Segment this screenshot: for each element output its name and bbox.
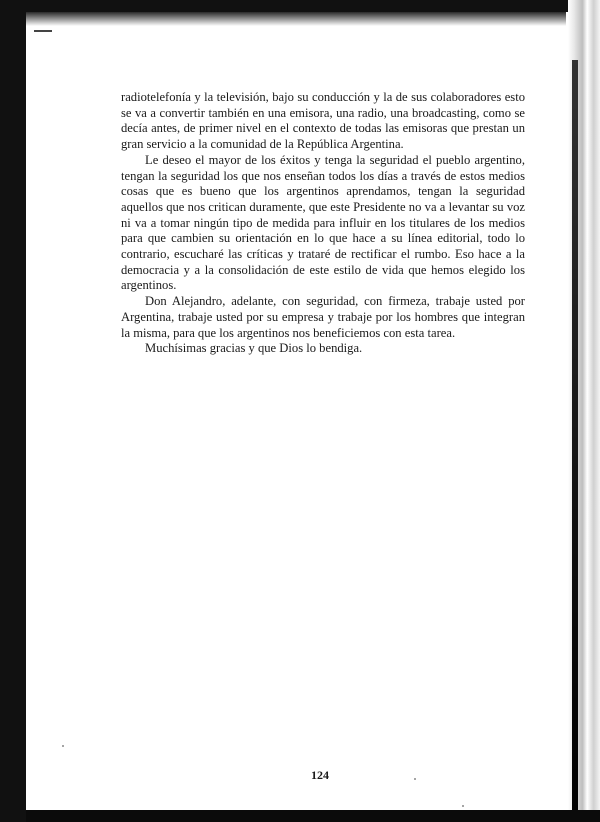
paragraph-2: Le deseo el mayor de los éxitos y tenga la seguridad el pueblo argentino, tengan la seguridad los que nos enseñan todos los días a través de estos medios cosas que es bueno que los argentinos aprendamos, tengan la seguridad aquellos que nos critican duramente, que este Presidente no va a levantar su voz ni va a tomar ningún tipo de medida para influir en los titulares de los medios para que cambien su orientación en lo que hace a su línea editorial, todo lo contrario, escucharé las críticas y trataré de rectificar el rumbo. Eso hace a la democracia y a la consolidación de este estilo de vida que hemos elegido los argentinos. [121,152,525,293]
scan-speck [414,778,416,780]
scan-mark [34,30,52,32]
scan-shadow-top [26,12,566,26]
scan-edge-left [0,0,26,822]
scan-edge-bottom [26,810,600,822]
body-text [121,90,525,357]
scan-speck [462,805,464,807]
scan-binding-shadow [572,60,578,815]
paragraph-1: radiotelefonía y la televisión, bajo su conducción y la de sus colaboradores esto se va a convertir también en una emisora, una radio, una broadcasting, como se decía antes, de primer nivel en el contexto de todas las emisoras que prestan un gran servicio a la comunidad de la República Argentina. [121,90,525,152]
page-number: 124 [311,768,329,782]
scan-speck [62,745,64,747]
scan-edge-top [0,0,600,12]
paragraph-4: Muchísimas gracias y que Dios lo bendiga. [145,341,363,356]
paragraph-3: Don Alejandro, adelante, con seguridad, con firmeza, trabaje usted por Argentina, trabaje usted por su empresa y trabaje por los hombres que integran la misma, para que los argentinos nos beneficiemos con esta tarea. [121,294,525,340]
